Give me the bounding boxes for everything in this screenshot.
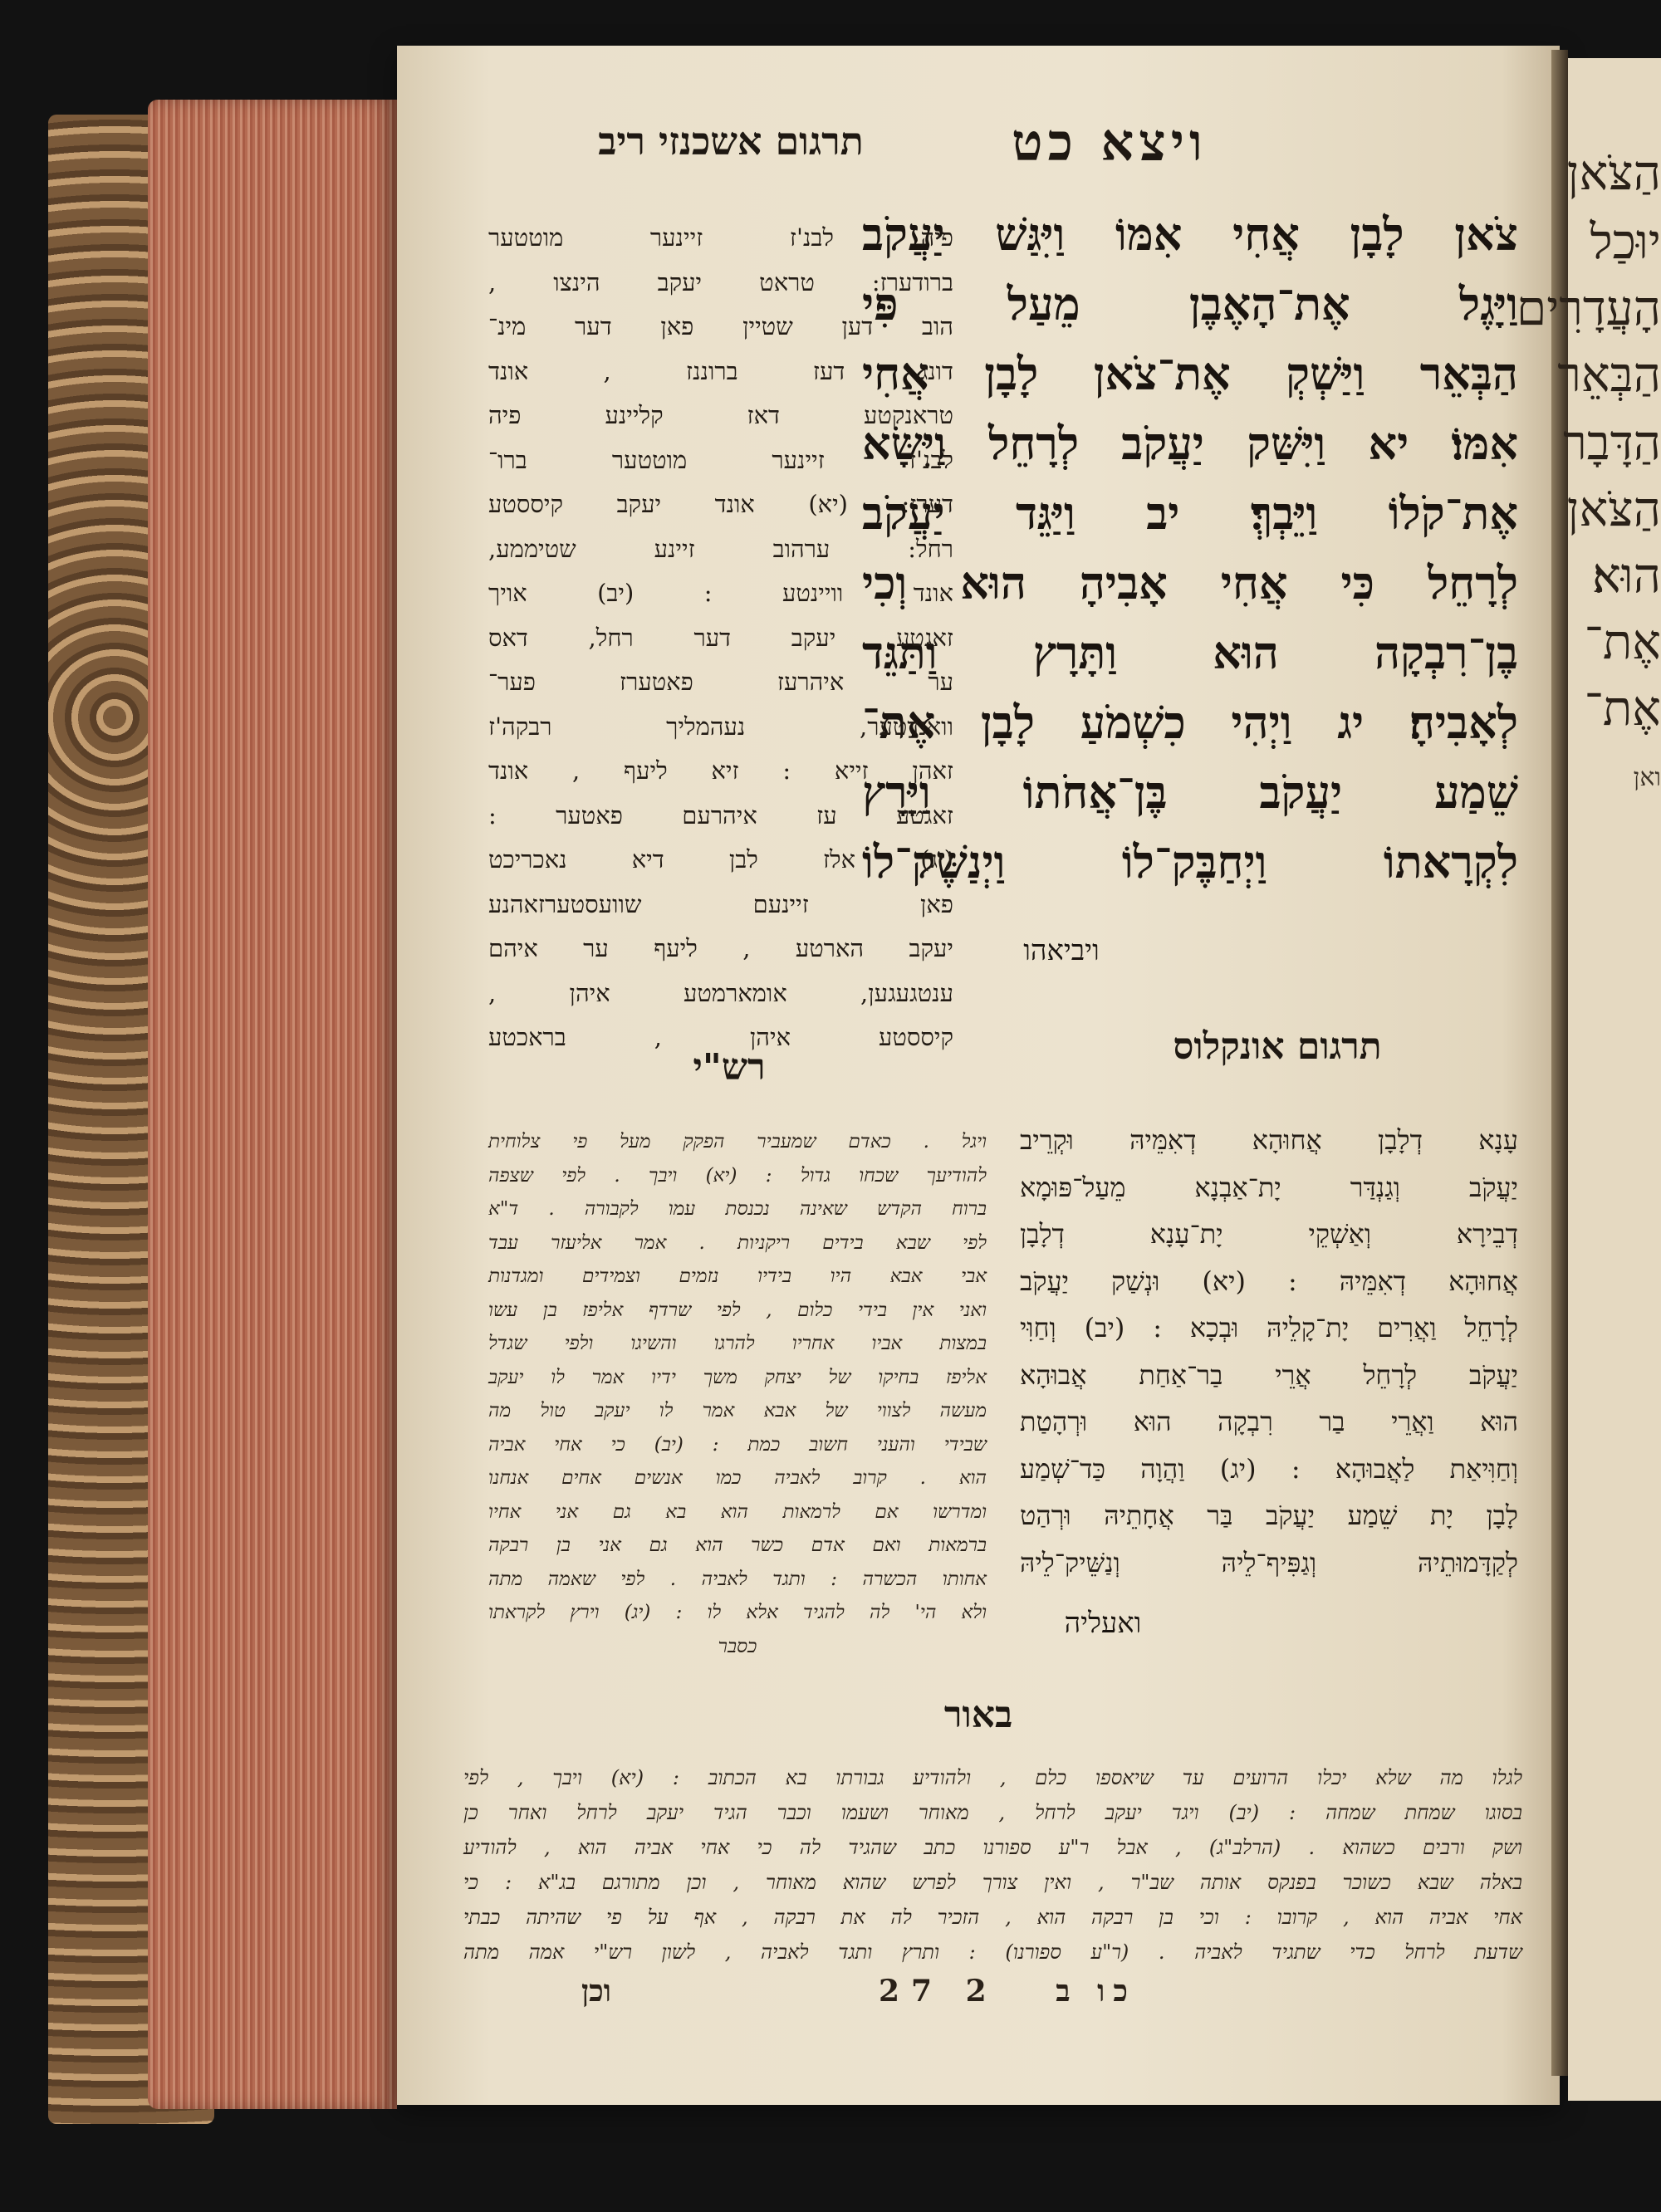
- rashi-line: ומדרשו אם לרמאות הוא בא גם אני אחיו: [488, 1500, 987, 1523]
- onkelos-title: תרגום אונקלוס: [1173, 1025, 1382, 1068]
- biur-line: ושק ורבים כשהוא . (הרלב"ג) , אבל ר"ע ספורנו כתב שהגיד לה כי אחי אביה הוא , להודיע: [463, 1836, 1522, 1859]
- yiddish-translation-column: [488, 216, 953, 1060]
- torah-line: שֵׁמַע יַעֲקֹב בֶּן־אֲחֹתוֹ וַיָּרָץ: [862, 766, 1518, 819]
- rashi-line: שבידי והעני חשוב כמת : (יב) כי אחי אביה: [488, 1433, 987, 1456]
- rashi-line: אחותו הכשרה : ותגד לאביה . לפי שאמה מתה: [488, 1568, 987, 1590]
- onkelos-line: יַעֲקֹב לְרָחֵל אֲרֵי בַר־אַחַת אֲבוּהָא: [1020, 1358, 1518, 1391]
- rashi-line: אבי אבא היו בידיו נזמים וצמידים ומגדנות: [488, 1265, 987, 1287]
- onkelos-catchword: ואעליה: [1064, 1607, 1142, 1640]
- torah-line: וַיָּגֶל אֶת־הָאֶבֶן מֵעַל פִּי: [862, 277, 1518, 330]
- torah-line: אִמּוֹ׃ יא וַיִּשַּׁק יַעֲקֹב לְרָחֵל וַיִּשָּׂא: [862, 417, 1518, 470]
- yiddish-line: וואנדטער, נעהמליך רבקה'ז: [488, 712, 953, 741]
- facing-page-fragment: [1516, 58, 1661, 2101]
- yiddish-line: הוב דען שטיין פאן דער מינ־: [488, 312, 953, 340]
- torah-line: הַבְּאֵר וַיַּשְׁקְ אֶת־צֹאן לָבָן אֲחִי: [862, 347, 1518, 400]
- facing-line: הָעֲדָרִים: [1516, 280, 1661, 336]
- yiddish-line: רחל: ערהוב זיינע שטיממע,: [488, 534, 953, 563]
- onkelos-line: דְבֵירָא וְאַשְׁקֵי יָת־עָנָא דְלָבָן: [1020, 1218, 1518, 1250]
- biur-line: בסוגו שמחת שמחה : (יב) ויגד יעקב לרחל , מאוחר ושעמו וכבר הגיד יעקב לרחל ואחר כן: [463, 1801, 1522, 1824]
- rashi-line: במצות אביו אחריו להרגו והשיגו ולפי שגדל: [488, 1333, 987, 1354]
- biur-commentary: [463, 1760, 1522, 1970]
- yiddish-line: זאגטע עז איהרעם פאטער :: [488, 800, 953, 830]
- gathering-signature: כו ב: [1056, 1974, 1136, 2009]
- onkelos-line: וְחַוִּיאַת לַאֲבוּהָא : (יג) וַהֲוָה כַּד־שְׁמַע: [1020, 1452, 1518, 1485]
- rashi-catchword: כסבר: [718, 1635, 757, 1657]
- rashi-line: לפי שבא בידים ריקניות . אמר אליעזר עבד: [488, 1231, 987, 1254]
- onkelos-line: לָבָן יָת שֵׁמַע יַעֲקֹב בַּר אֲחָתֵיהּ וּרְהַט: [1020, 1500, 1518, 1531]
- yiddish-line: זאהן זייא : זיא ליעף , אונד: [488, 756, 953, 785]
- rashi-line: ולא הי' לה להגיד אלא לו : (יג) וירץ לקראתו: [488, 1602, 987, 1623]
- signature-mark: 27 2: [879, 1974, 998, 2009]
- onkelos-line: לְקַדָּמוּתֵיהּ וְגַפִּיף־לֵיהּ וְנַשֵּׁיק־לֵיהּ: [1020, 1546, 1518, 1578]
- yiddish-line: פאן זיינעם שוועסטערזאהנע: [488, 889, 953, 918]
- onkelos-line: יַעֲקֹב וְגַנְדַּר יָת־אַבְנָא מֵעַל־פּוּמָא: [1020, 1171, 1518, 1203]
- torah-line: צֹאן לָבָן אֲחִי אִמּוֹ וַיִּגַּשׁ יַעֲקֹב: [862, 208, 1518, 261]
- rashi-column: [488, 1125, 987, 1663]
- yiddish-line: ער איהרעז פאטערז פער־: [488, 668, 953, 696]
- facing-line: אֶת־: [1584, 614, 1661, 670]
- onkelos-line: אֲחוּהָא דְאִמֵּיהּ : (יא) וּנְשַׁק יַעֲקֹב: [1020, 1265, 1518, 1297]
- biur-line: שדעת לרחל כדי שתגיד לאביה . (ר"ע ספורנו) : ותרץ ותגד לאביה , לשון רש"י אמה מתה: [463, 1940, 1522, 1964]
- yiddish-line: יעקב הארטע , ליעף ער איהם: [488, 934, 953, 962]
- facing-line: הַצֹּאן: [1566, 144, 1661, 201]
- page-edges: [148, 100, 397, 2109]
- yiddish-line: טראנקטע דאז קליינע פיה: [488, 401, 953, 429]
- biur-line: לגלו מה שלא יכלו הרועים עד שיאספו כלם , ולהודיע גבורתו בא הכתוב : (יא) ויבך , לפי: [463, 1766, 1522, 1789]
- torah-line: לְרָחֵל כִּי אֲחִי אָבִיהָ הוּא וְכִי: [862, 556, 1518, 609]
- rashi-line: אליפז בחיקו של יצחק משך ידיו אמר לו יעקב: [488, 1366, 987, 1388]
- torah-catchword: ויביאהו: [1023, 934, 1100, 967]
- onkelos-line: הוּא וַאֲרֵי בַר רִבְקָה הוּא וּרְהָטַת: [1020, 1406, 1518, 1437]
- yiddish-line: (יג) אלז לבן דיא נאכריכט: [488, 845, 953, 874]
- facing-line: הַדָּבָר: [1563, 414, 1661, 471]
- yiddish-line: דונג דעז ברוננז , אונד: [488, 356, 953, 385]
- facing-line: הוּא׃: [1591, 547, 1661, 604]
- rashi-line: ברמאות ואם אדם כשר הוא גם אני בן רבקה: [488, 1534, 987, 1556]
- rashi-line: מעשה לצווי של אבא אמר לו יעקב טול מה: [488, 1400, 987, 1422]
- rashi-line: ואני אין בידי כלום , לפי שרדף אליפז בן עשו: [488, 1299, 987, 1321]
- torah-line: לְאָבִיהָ׃ יג וַיְהִי כִשְׁמֹעַ לָבָן אֶת־: [862, 696, 1518, 749]
- yiddish-line: דערז: (יא) אונד יעקב קיססטע: [488, 490, 953, 518]
- biur-line: אחי אביה הוא , קרובו : וכי בן רבקה הוא , הזכיר לה את רבקה , אף על פי שהיתה כבתי: [463, 1906, 1523, 1929]
- yiddish-line: לבנ'ז זיינער מוטטער ברו־: [488, 445, 953, 474]
- facing-line: אֶת־: [1584, 680, 1661, 737]
- onkelos-line: לְרָחֵל וַאֲרִים יָת־קָלֵיהּ וּבְכָא : (יב) וְחַוִּי: [1020, 1312, 1518, 1343]
- page-catchword: וכן: [581, 1974, 611, 2009]
- running-head-right: ויצא כט: [1012, 112, 1208, 173]
- rashi-line: הוא . קרוב לאביה כמו אנשים אחים אנחנו: [488, 1467, 987, 1489]
- yiddish-line: אונד וויינטע : (יב) אויך: [488, 579, 953, 607]
- yiddish-line: ברודערז: טראט יעקב הינצו ,: [488, 267, 953, 296]
- facing-line: יוּכַל: [1590, 213, 1661, 270]
- yiddish-line: קיססטע איהן , בראכטע: [488, 1023, 953, 1051]
- rashi-line: ויגל . כאדם שמעביר הפקק מעל פי צלוחית: [488, 1131, 987, 1152]
- torah-line: בֶן־רִבְקָה הוּא וַתָּרָץ וַתַּגֵּד: [862, 626, 1518, 679]
- onkelos-column: [1020, 1117, 1518, 1586]
- biur-title: באור: [943, 1694, 1013, 1736]
- yiddish-line: פיה לבנ'ז זיינער מוטטער: [488, 223, 953, 252]
- yiddish-line: זאגטע יעקב דער רחל, דאס: [488, 623, 953, 652]
- torah-line: אֶת־קֹלוֹ וַיֵּבְךְּ׃ יב וַיַּגֵּד יַעֲקֹב: [862, 487, 1518, 540]
- running-head-left: תרגום אשכנזי ריב: [598, 119, 864, 164]
- biur-line: באלה שבא כשוכר בפנקס אותה שב"ר , ואין צורך לפרש שהוא מאוחר , וכן מתורגם בג"א : כי: [463, 1871, 1522, 1894]
- torah-line: לִקְרָאתוֹ וַיְחַבֶּק־לוֹ וַיְנַשֶּׁק־לוֹ: [862, 835, 1518, 888]
- onkelos-line: עָנָא דְלָבָן אֲחוּהָא דְאִמֵּיהּ וּקְרֵיב: [1020, 1124, 1518, 1156]
- rashi-line: להודיעך שכחו גדול : (יא) ויבך . לפי שצפה: [488, 1164, 987, 1187]
- yiddish-line: ענטגעגען, אומארמטע איהן ,: [488, 978, 953, 1007]
- facing-line: הַצֹּאן: [1566, 481, 1661, 537]
- facing-line: הַבְּאֵר: [1557, 346, 1661, 403]
- rashi-line: ברוח הקדש שאינה נכנסת עמו לקבורה . ד"א: [488, 1198, 987, 1220]
- rashi-title: רש"י: [693, 1046, 766, 1089]
- facing-line: ואן: [1633, 763, 1661, 792]
